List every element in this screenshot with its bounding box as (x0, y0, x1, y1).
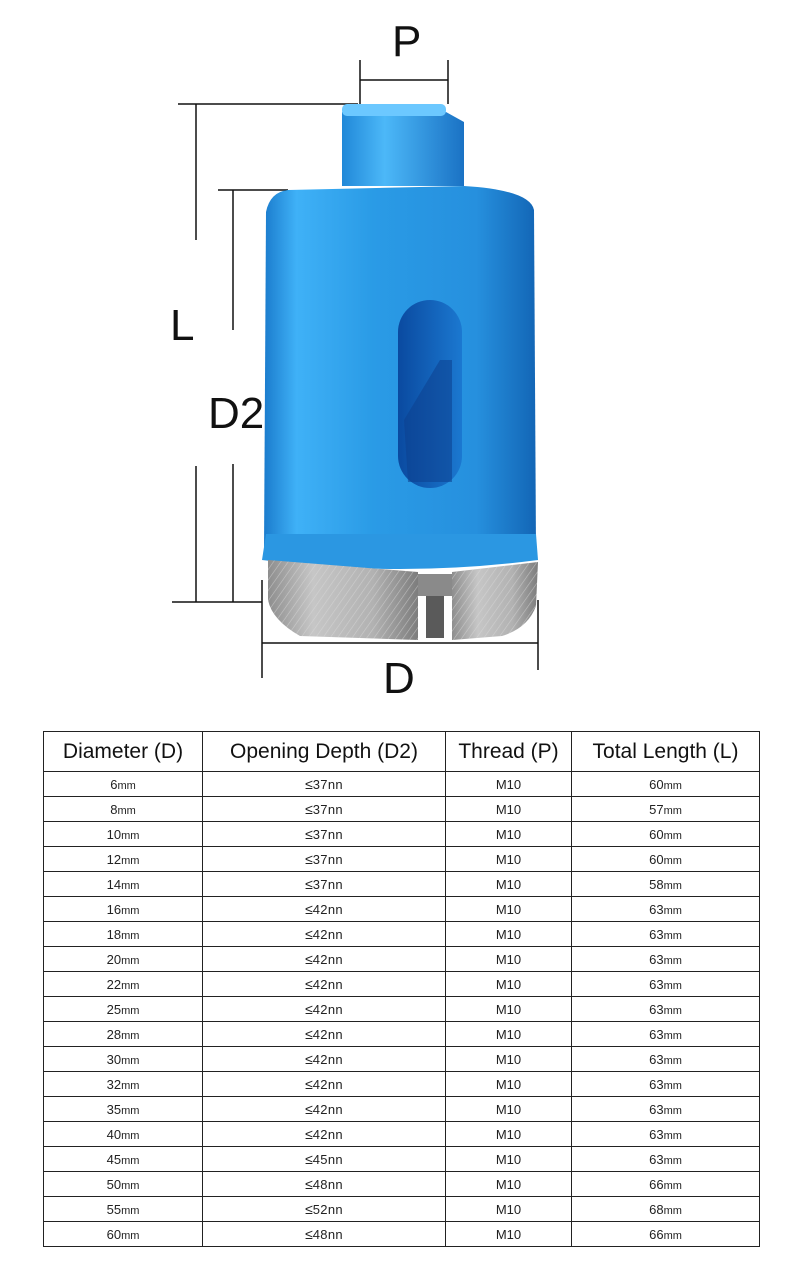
diameter-unit: mm (121, 904, 140, 917)
cell-thread: M10 (446, 772, 572, 797)
cell-opening-depth (203, 1022, 446, 1047)
cell-opening-depth (203, 847, 446, 872)
cell-thread: M10 (446, 922, 572, 947)
depth-symbol: ≤ (305, 801, 313, 817)
cell-diameter (44, 947, 203, 972)
length-unit: mm (663, 1129, 682, 1142)
cell-thread: M10 (446, 947, 572, 972)
length-unit: mm (663, 1154, 682, 1167)
length-value: 63 (649, 1001, 664, 1017)
table-row (44, 1222, 760, 1247)
diameter-value: 28 (106, 1026, 122, 1042)
length-value: 63 (649, 1051, 664, 1067)
table-body (44, 772, 760, 1247)
diameter-value: 6 (110, 776, 118, 792)
length-value: 63 (649, 1126, 664, 1142)
cell-total-length (572, 1022, 760, 1047)
cell-diameter (44, 1172, 203, 1197)
table-row (44, 897, 760, 922)
dimension-label-p: P (392, 17, 422, 66)
cell-opening-depth (203, 947, 446, 972)
cell-thread: M10 (446, 897, 572, 922)
length-value: 66 (649, 1176, 664, 1192)
length-value: 57 (649, 801, 664, 817)
length-unit: mm (663, 829, 682, 842)
cell-opening-depth (203, 1222, 446, 1247)
depth-value: 52nn (312, 1202, 343, 1217)
depth-symbol: ≤ (305, 1226, 313, 1242)
length-unit: mm (663, 779, 682, 792)
length-value: 60 (649, 776, 664, 792)
diameter-unit: mm (121, 854, 140, 867)
cell-opening-depth (203, 972, 446, 997)
diameter-unit: mm (117, 779, 136, 792)
cell-total-length (572, 797, 760, 822)
cell-thread: M10 (446, 997, 572, 1022)
depth-symbol: ≤ (305, 951, 313, 967)
diameter-value: 14 (106, 876, 122, 892)
cell-opening-depth (203, 772, 446, 797)
threaded-shank (342, 104, 464, 186)
length-unit: mm (663, 1054, 682, 1067)
table-row (44, 972, 760, 997)
table-row (44, 772, 760, 797)
cylinder-body (262, 186, 538, 569)
cell-thread: M10 (446, 1122, 572, 1147)
diameter-unit: mm (121, 1204, 140, 1217)
length-unit: mm (663, 1104, 682, 1117)
depth-value: 48nn (312, 1227, 343, 1242)
depth-symbol: ≤ (305, 1026, 313, 1042)
depth-value: 42nn (312, 1052, 343, 1067)
cell-total-length (572, 772, 760, 797)
length-value: 58 (649, 876, 664, 892)
depth-symbol: ≤ (305, 976, 313, 992)
diameter-unit: mm (121, 1129, 140, 1142)
table-row (44, 1022, 760, 1047)
table-row (44, 1047, 760, 1072)
cell-diameter (44, 797, 203, 822)
depth-symbol: ≤ (305, 1176, 313, 1192)
depth-value: 42nn (312, 1127, 343, 1142)
table-row (44, 1122, 760, 1147)
diameter-value: 30 (106, 1051, 122, 1067)
diameter-value: 20 (106, 951, 122, 967)
table-row (44, 1197, 760, 1222)
depth-value: 37nn (312, 877, 343, 892)
cell-opening-depth (203, 1097, 446, 1122)
table-row (44, 922, 760, 947)
header-thread: Thread (P) (446, 732, 572, 772)
length-unit: mm (663, 1204, 682, 1217)
cell-opening-depth (203, 822, 446, 847)
header-opening-depth: Opening Depth (D2) (203, 732, 446, 772)
diameter-value: 12 (106, 851, 122, 867)
table-row (44, 797, 760, 822)
cell-diameter (44, 872, 203, 897)
diameter-value: 25 (106, 1001, 122, 1017)
depth-symbol: ≤ (305, 826, 313, 842)
cell-thread: M10 (446, 1072, 572, 1097)
length-unit: mm (663, 1179, 682, 1192)
cell-total-length (572, 1072, 760, 1097)
length-unit: mm (663, 879, 682, 892)
diameter-value: 55 (106, 1201, 122, 1217)
diameter-value: 18 (106, 926, 122, 942)
length-value: 63 (649, 951, 664, 967)
length-value: 68 (649, 1201, 664, 1217)
cell-thread: M10 (446, 1147, 572, 1172)
depth-symbol: ≤ (305, 926, 313, 942)
diameter-value: 40 (106, 1126, 122, 1142)
diameter-unit: mm (121, 829, 140, 842)
diameter-value: 16 (106, 901, 122, 917)
cell-total-length (572, 1147, 760, 1172)
length-unit: mm (663, 929, 682, 942)
diameter-value: 32 (106, 1076, 122, 1092)
depth-value: 42nn (312, 952, 343, 967)
cell-total-length (572, 1097, 760, 1122)
cell-diameter (44, 1122, 203, 1147)
cell-opening-depth (203, 922, 446, 947)
cell-thread: M10 (446, 1222, 572, 1247)
length-value: 63 (649, 1101, 664, 1117)
diameter-value: 35 (106, 1101, 122, 1117)
diameter-unit: mm (121, 1079, 140, 1092)
table-row (44, 822, 760, 847)
depth-symbol: ≤ (305, 1101, 313, 1117)
depth-value: 37nn (312, 827, 343, 842)
depth-symbol: ≤ (305, 876, 313, 892)
depth-symbol: ≤ (305, 1076, 313, 1092)
cell-opening-depth (203, 997, 446, 1022)
diameter-value: 10 (106, 826, 122, 842)
diameter-value: 8 (110, 801, 118, 817)
cell-diameter (44, 922, 203, 947)
cell-opening-depth (203, 1172, 446, 1197)
depth-symbol: ≤ (305, 1151, 313, 1167)
depth-value: 42nn (312, 977, 343, 992)
dimension-label-d2: D2 (208, 389, 265, 438)
diameter-value: 50 (106, 1176, 122, 1192)
cell-thread: M10 (446, 972, 572, 997)
cell-thread: M10 (446, 1022, 572, 1047)
cell-opening-depth (203, 872, 446, 897)
cell-diameter (44, 1222, 203, 1247)
depth-symbol: ≤ (305, 1201, 313, 1217)
dimension-label-d: D (383, 654, 415, 703)
length-unit: mm (663, 979, 682, 992)
diameter-unit: mm (121, 879, 140, 892)
cell-diameter (44, 1197, 203, 1222)
cell-total-length (572, 997, 760, 1022)
depth-symbol: ≤ (305, 901, 313, 917)
length-unit: mm (663, 1029, 682, 1042)
cell-diameter (44, 1097, 203, 1122)
cell-opening-depth (203, 1047, 446, 1072)
cell-total-length (572, 897, 760, 922)
cell-total-length (572, 922, 760, 947)
length-value: 63 (649, 1026, 664, 1042)
depth-symbol: ≤ (305, 1001, 313, 1017)
table-row (44, 1072, 760, 1097)
cell-total-length (572, 872, 760, 897)
diameter-value: 45 (106, 1151, 122, 1167)
cell-diameter (44, 822, 203, 847)
cell-opening-depth (203, 897, 446, 922)
table-row (44, 1172, 760, 1197)
diameter-unit: mm (117, 804, 136, 817)
depth-value: 37nn (312, 852, 343, 867)
table-row (44, 872, 760, 897)
depth-value: 48nn (312, 1177, 343, 1192)
depth-symbol: ≤ (305, 1126, 313, 1142)
length-unit: mm (663, 1004, 682, 1017)
cell-thread: M10 (446, 797, 572, 822)
cell-opening-depth (203, 1072, 446, 1097)
cell-total-length (572, 972, 760, 997)
dimension-label-l: L (170, 301, 195, 350)
table-row (44, 1147, 760, 1172)
length-value: 60 (649, 851, 664, 867)
table-row (44, 947, 760, 972)
cell-diameter (44, 772, 203, 797)
diameter-unit: mm (121, 954, 140, 967)
spec-table (43, 731, 760, 1247)
cell-thread: M10 (446, 1197, 572, 1222)
length-value: 63 (649, 1151, 664, 1167)
cell-thread: M10 (446, 822, 572, 847)
diameter-unit: mm (121, 1029, 140, 1042)
cell-diameter (44, 1047, 203, 1072)
depth-symbol: ≤ (305, 776, 313, 792)
diameter-value: 60 (106, 1226, 122, 1242)
diameter-unit: mm (121, 1104, 140, 1117)
header-diameter: Diameter (D) (44, 732, 203, 772)
cell-opening-depth (203, 1197, 446, 1222)
length-unit: mm (663, 904, 682, 917)
length-value: 63 (649, 926, 664, 942)
cell-diameter (44, 972, 203, 997)
depth-value: 42nn (312, 1077, 343, 1092)
cell-diameter (44, 1147, 203, 1172)
diameter-unit: mm (121, 1004, 140, 1017)
table-row (44, 1097, 760, 1122)
depth-value: 45nn (312, 1152, 343, 1167)
cell-diameter (44, 1022, 203, 1047)
diameter-unit: mm (121, 1054, 140, 1067)
cell-diameter (44, 1072, 203, 1097)
cell-total-length (572, 1047, 760, 1072)
depth-value: 42nn (312, 1102, 343, 1117)
cell-total-length (572, 947, 760, 972)
depth-value: 37nn (312, 802, 343, 817)
cell-thread: M10 (446, 872, 572, 897)
length-value: 63 (649, 1076, 664, 1092)
length-unit: mm (663, 1229, 682, 1242)
cell-thread: M10 (446, 1097, 572, 1122)
cell-total-length (572, 1197, 760, 1222)
depth-symbol: ≤ (305, 1051, 313, 1067)
cell-total-length (572, 822, 760, 847)
length-value: 66 (649, 1226, 664, 1242)
table-header-row (44, 732, 760, 772)
cell-thread: M10 (446, 1047, 572, 1072)
depth-value: 42nn (312, 927, 343, 942)
table-row (44, 997, 760, 1022)
cell-thread: M10 (446, 847, 572, 872)
diameter-unit: mm (121, 1229, 140, 1242)
diameter-value: 22 (106, 976, 122, 992)
depth-value: 42nn (312, 1002, 343, 1017)
cell-opening-depth (203, 1147, 446, 1172)
diameter-unit: mm (121, 979, 140, 992)
cell-total-length (572, 1222, 760, 1247)
cell-total-length (572, 847, 760, 872)
depth-value: 42nn (312, 1027, 343, 1042)
header-total-length: Total Length (L) (572, 732, 760, 772)
cell-diameter (44, 897, 203, 922)
cell-total-length (572, 1172, 760, 1197)
cell-opening-depth (203, 1122, 446, 1147)
length-value: 60 (649, 826, 664, 842)
length-unit: mm (663, 954, 682, 967)
cell-thread: M10 (446, 1172, 572, 1197)
table-row (44, 847, 760, 872)
length-value: 63 (649, 901, 664, 917)
diameter-unit: mm (121, 1179, 140, 1192)
length-unit: mm (663, 804, 682, 817)
diameter-unit: mm (121, 1154, 140, 1167)
length-unit: mm (663, 1079, 682, 1092)
cell-diameter (44, 997, 203, 1022)
cell-diameter (44, 847, 203, 872)
cell-opening-depth (203, 797, 446, 822)
length-unit: mm (663, 854, 682, 867)
length-value: 63 (649, 976, 664, 992)
depth-symbol: ≤ (305, 851, 313, 867)
diameter-unit: mm (121, 929, 140, 942)
depth-value: 42nn (312, 902, 343, 917)
cell-total-length (572, 1122, 760, 1147)
diamond-segments (268, 560, 538, 640)
depth-value: 37nn (312, 777, 343, 792)
